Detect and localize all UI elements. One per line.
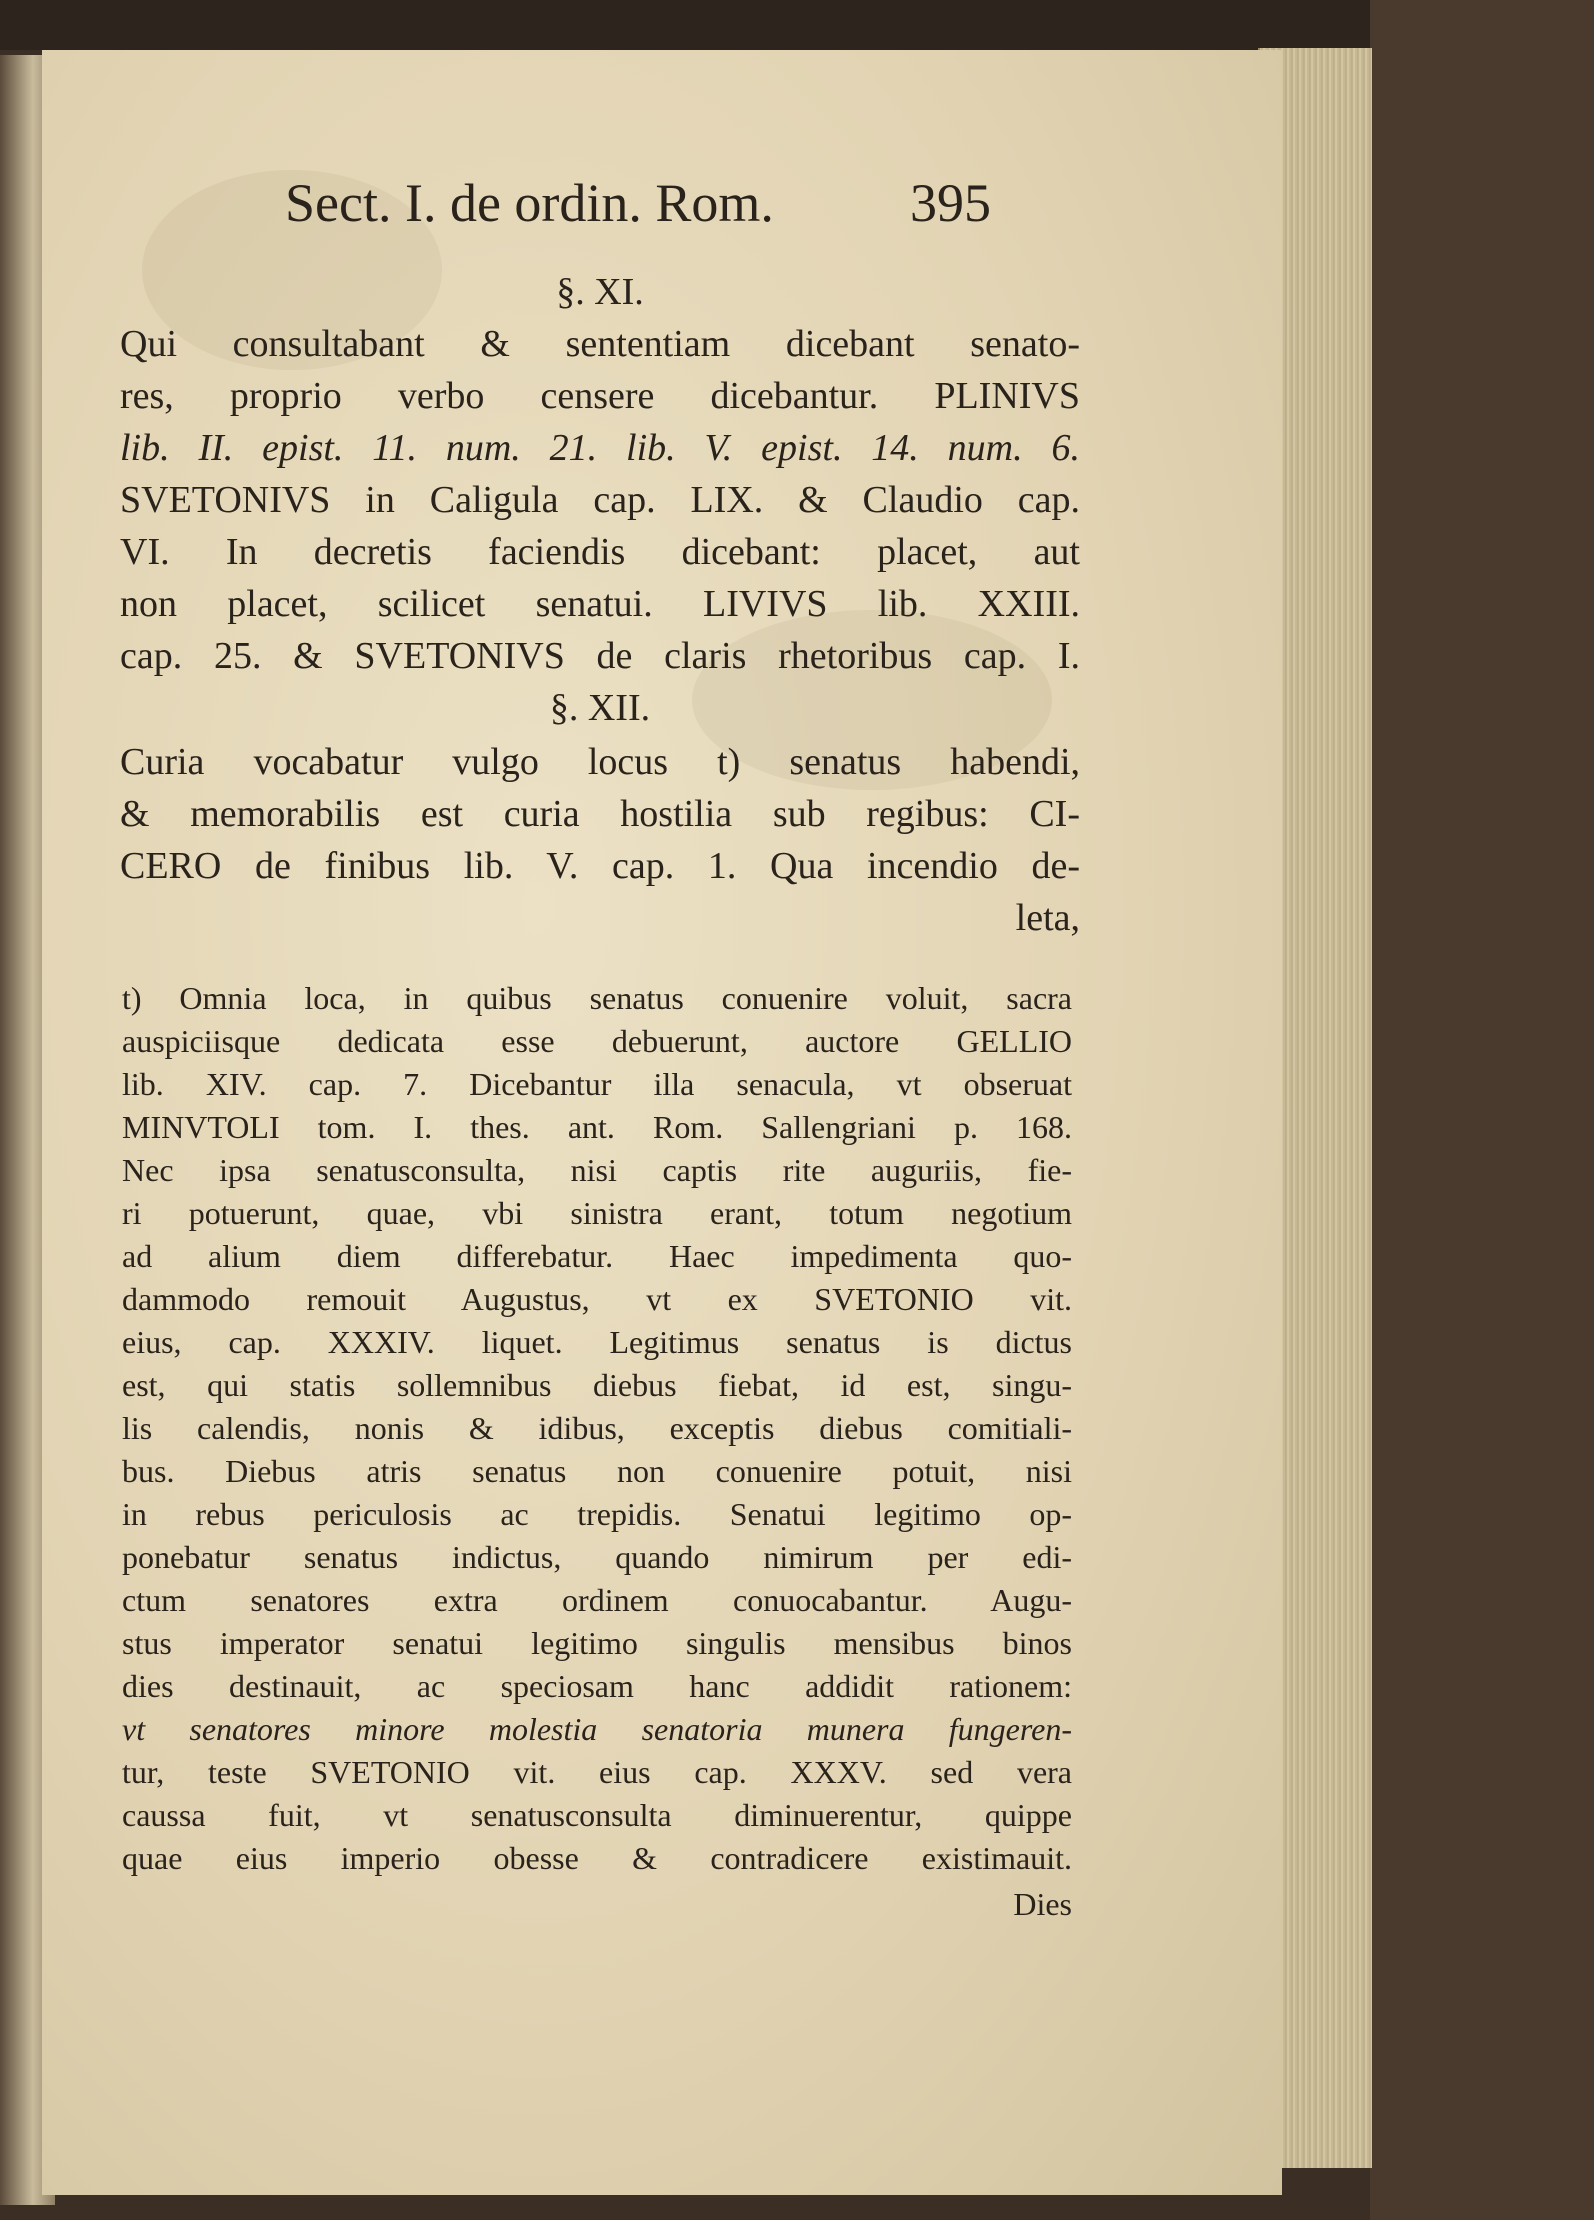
footnote-line: dammodo remouit Augustus, vt ex SVETONIO vit. — [122, 1281, 1072, 1317]
footnote-line: quae eius imperio obesse & contradicere existimauit. — [122, 1840, 1072, 1876]
text-line: SVETONIVS in Caligula cap. LIX. & Claudio cap. — [120, 479, 1080, 521]
footnote-line: tur, teste SVETONIO vit. eius cap. XXXV. sed vera — [122, 1754, 1072, 1790]
footnote-line: in rebus periculosis ac trepidis. Senatui legitimo op- — [122, 1496, 1072, 1532]
text-line: VI. In decretis faciendis dicebant: placet, aut — [120, 531, 1080, 573]
footnote-line: caussa fuit, vt senatusconsulta diminuerentur, quippe — [122, 1797, 1072, 1833]
running-title: Sect. I. de ordin. Rom. — [285, 173, 774, 233]
text-line: non placet, scilicet senatui. LIVIVS lib. XXIII. — [120, 583, 1080, 625]
footnote-line: stus imperator senatui legitimo singulis mensibus binos — [122, 1625, 1072, 1661]
footnote-line: lib. XIV. cap. 7. Dicebantur illa senacula, vt obseruat — [122, 1066, 1072, 1102]
footnote-line: est, qui statis sollemnibus diebus fiebat, id est, singu- — [122, 1367, 1072, 1403]
footnote-line: vt senatores minore molestia senatoria munera fungeren- — [122, 1711, 1072, 1747]
footnote-line: lis calendis, nonis & idibus, exceptis diebus comitiali- — [122, 1410, 1072, 1446]
footnote-line: bus. Diebus atris senatus non conuenire potuit, nisi — [122, 1453, 1072, 1489]
text-line: Qui consultabant & sententiam dicebant senato- — [120, 323, 1080, 365]
catchword: leta, — [1015, 897, 1080, 939]
footnote-line: ctum senatores extra ordinem conuocabantur. Augu- — [122, 1582, 1072, 1618]
footnote-line: eius, cap. XXXIV. liquet. Legitimus senatus is dictus — [122, 1324, 1072, 1360]
footnote-line: auspiciisque dedicata esse debuerunt, auctore GELLIO — [122, 1023, 1072, 1059]
book-cover-top — [0, 0, 1594, 50]
book-cover-right — [1370, 0, 1594, 2220]
text-line: res, proprio verbo censere dicebantur. PLINIVS — [120, 375, 1080, 417]
section-heading: §. XII. — [549, 687, 651, 729]
text-line: CERO de finibus lib. V. cap. 1. Qua incendio de- — [120, 845, 1080, 887]
text-line: cap. 25. & SVETONIVS de claris rhetoribus cap. I. — [120, 635, 1080, 677]
footnote-line: ad alium diem differebatur. Haec impedimenta quo- — [122, 1238, 1072, 1274]
footnote-line: Nec ipsa senatusconsulta, nisi captis rite auguriis, fie- — [122, 1152, 1072, 1188]
footnote-line: ponebatur senatus indictus, quando nimirum per edi- — [122, 1539, 1072, 1575]
page-number: 395 — [910, 173, 991, 233]
section-heading: §. XI. — [556, 271, 644, 313]
text-line: lib. II. epist. 11. num. 21. lib. V. epist. 14. num. 6. — [120, 427, 1080, 469]
text-line: & memorabilis est curia hostilia sub regibus: CI- — [120, 793, 1080, 835]
footnote-line: t) Omnia loca, in quibus senatus conuenire voluit, sacra — [122, 980, 1072, 1016]
text-line: Curia vocabatur vulgo locus t) senatus habendi, — [120, 741, 1080, 783]
footnote-line: ri potuerunt, quae, vbi sinistra erant, totum negotium — [122, 1195, 1072, 1231]
catchword: Dies — [1013, 1886, 1072, 1922]
footnote-line: MINVTOLI tom. I. thes. ant. Rom. Sallengriani p. 168. — [122, 1109, 1072, 1145]
footnote-line: dies destinauit, ac speciosam hanc addidit rationem: — [122, 1668, 1072, 1704]
